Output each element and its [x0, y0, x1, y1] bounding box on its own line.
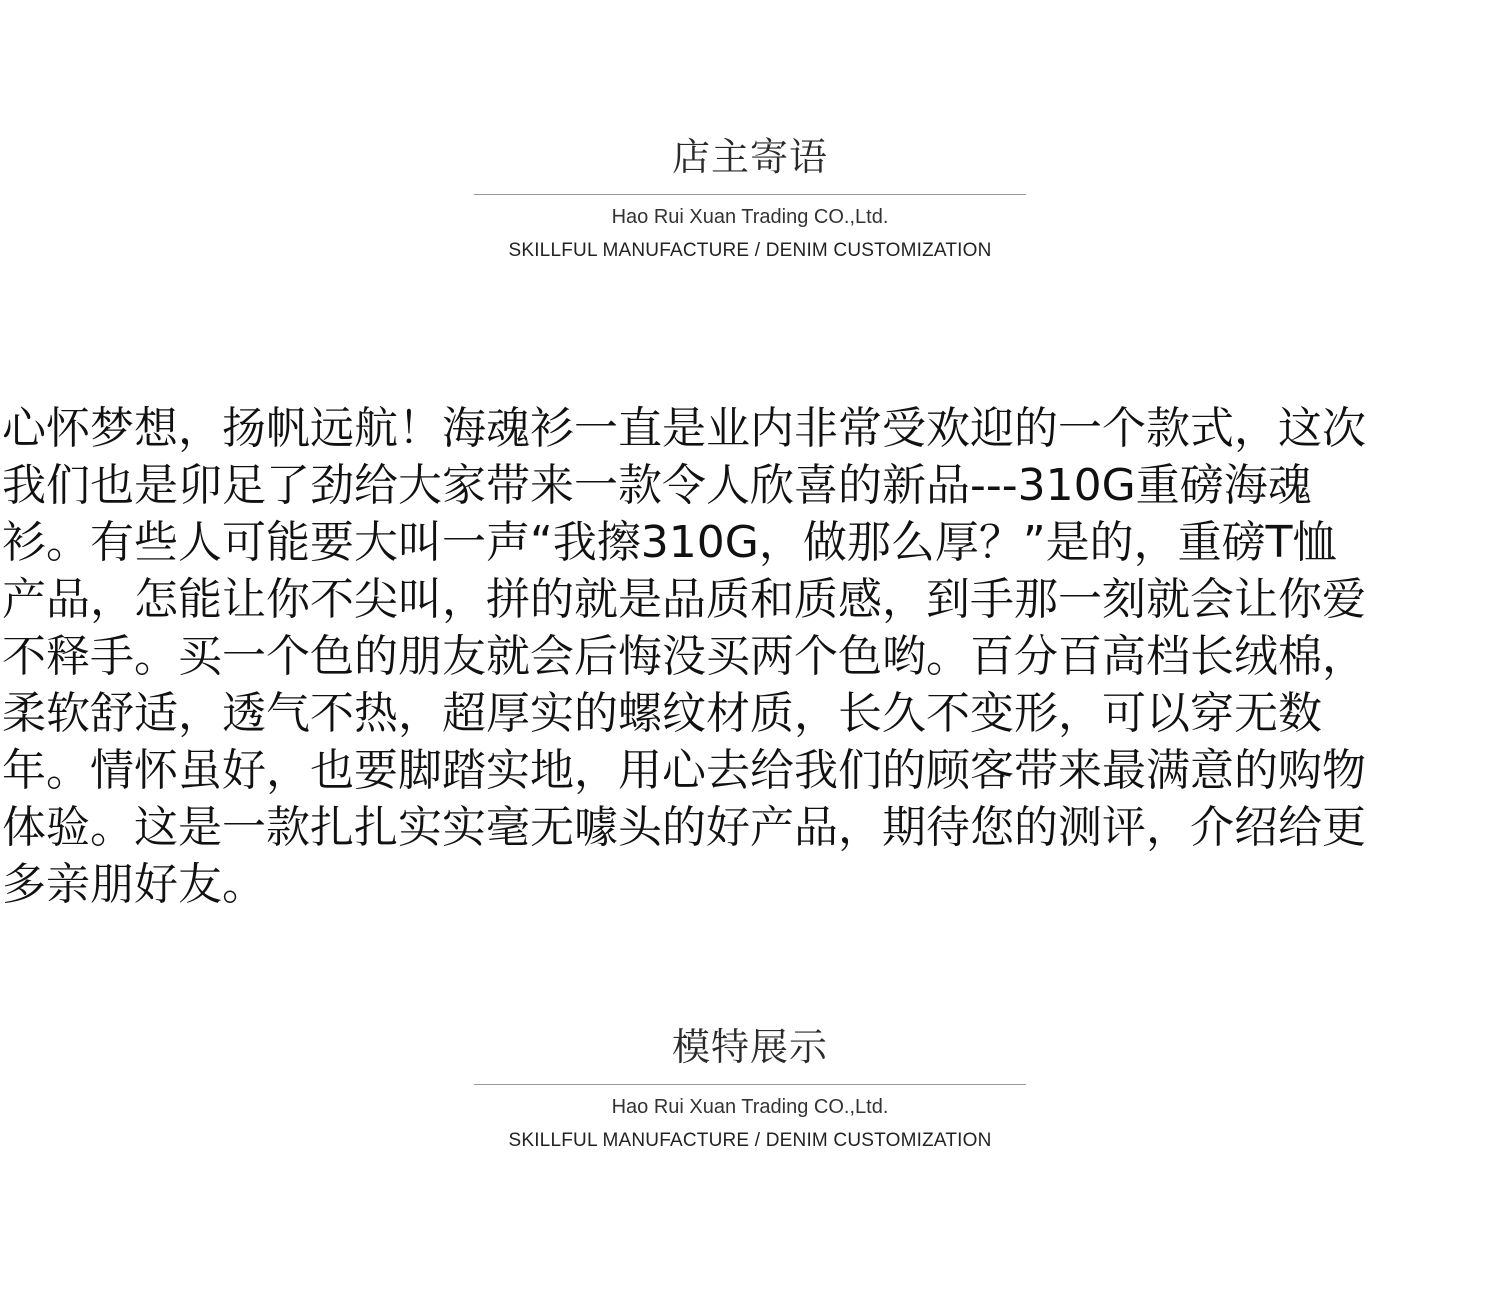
message-line: 心怀梦想，扬帆远航！海魂衫一直是业内非常受欢迎的一个款式，这次	[2, 403, 1366, 454]
section-header-shop-message	[0, 134, 1500, 263]
shop-message-text	[2, 400, 1442, 913]
message-line: 不释手。买一个色的朋友就会后悔没买两个色哟。百分百高档长绒棉，	[2, 631, 1366, 682]
company-tagline: SKILLFUL MANUFACTURE / DENIM CUSTOMIZATION	[508, 1130, 992, 1151]
section-header-model-display	[0, 1024, 1500, 1153]
message-line: 体验。这是一款扎扎实实毫无噱头的好产品，期待您的测评，介绍给更	[2, 802, 1366, 853]
message-line: 年。情怀虽好，也要脚踏实地，用心去给我们的顾客带来最满意的购物	[2, 745, 1366, 796]
company-tagline: SKILLFUL MANUFACTURE / DENIM CUSTOMIZATION	[508, 240, 992, 261]
message-line: 衫。有些人可能要大叫一声“我擦310G，做那么厚？”是的，重磅T恤	[2, 517, 1337, 568]
message-line: 多亲朋好友。	[2, 859, 266, 910]
company-name: Hao Rui Xuan Trading CO.,Ltd.	[611, 206, 889, 228]
header-divider	[474, 194, 1026, 195]
section-title: 模特展示	[671, 1025, 828, 1069]
message-line: 产品，怎能让你不尖叫，拼的就是品质和质感，到手那一刻就会让你爱	[2, 574, 1366, 625]
section-title: 店主寄语	[671, 135, 828, 179]
company-name: Hao Rui Xuan Trading CO.,Ltd.	[611, 1096, 889, 1118]
header-divider	[474, 1084, 1026, 1085]
message-line: 我们也是卯足了劲给大家带来一款令人欣喜的新品---310G重磅海魂	[2, 460, 1312, 511]
message-line: 柔软舒适，透气不热，超厚实的螺纹材质，长久不变形，可以穿无数	[2, 688, 1322, 739]
